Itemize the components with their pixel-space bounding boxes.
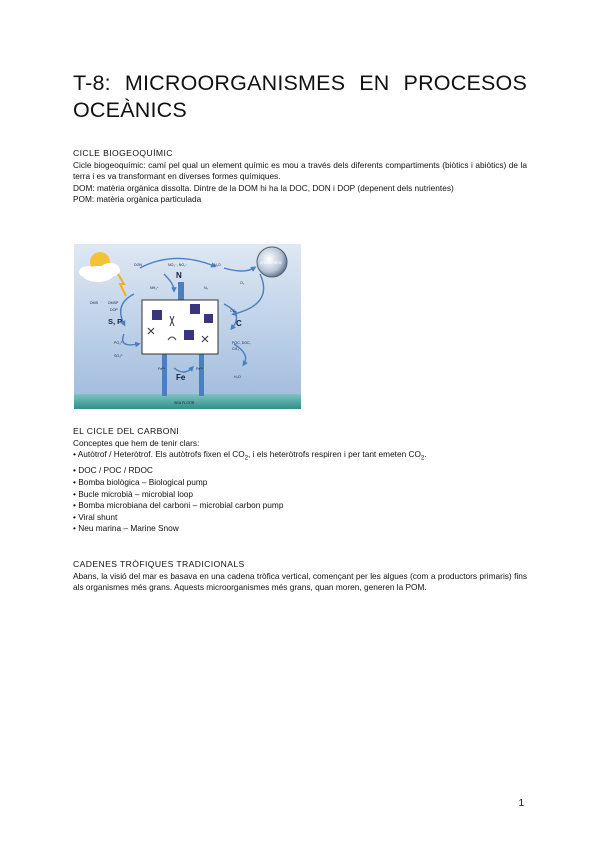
list-item: • Bomba biològica – Biological pump [73,477,208,488]
paragraph-pom: POM: matèria orgànica particulada [73,194,202,205]
paragraph-dom: DOM: matèria orgànica dissolta. Dintre de la DOM hi ha la DOC, DON i DOP (depenent dels nutrientes) [73,182,454,193]
concepts-intro: Conceptes que hem de tenir clars: [73,437,200,448]
paragraph-definition: Cicle biogeoquímic: camí pel qual un element químic es mou a través dels diferents compartiments (biòtics i abiòtics) de la terra i es va transformant en diverses formes químiques. [73,159,527,182]
section-heading: EL CICLE DEL CARBONI [73,426,180,436]
carbon-label: C [236,319,242,328]
section-heading: CICLE BIOGEOQUÍMIC [73,148,173,158]
iron-label: Fe [176,373,186,382]
h2o-label: H₂O [234,375,241,379]
list-item: • DOC / POC / RDOC [73,465,153,476]
n2-label: N₂ [204,286,208,290]
po4-label: PO₄³⁻ [114,341,124,345]
page-title: T-8: MICROORGANISMES EN PROCESOS OCEÀNICS [73,71,527,122]
n2o-label: N₂O [214,263,221,267]
concepts-list [73,449,527,535]
biogeochemical-cycle-figure [74,244,301,409]
no-label: NO₃⁻, NO₂⁻ [168,263,188,267]
seafloor-label: SEA FLOOR [174,401,195,405]
poc-label: POC, DOC, [232,341,251,345]
dmsp-label: DMSP [108,301,119,305]
don-label: DON [134,263,142,267]
page-number: 1 [518,798,524,809]
section-trophic-chains [73,559,527,594]
section-heading: CADENES TRÒFIQUES TRADICIONALS [73,559,245,569]
section-carbon-cycle [73,426,527,535]
list-item: • Bomba microbiana del carboni – microbial carbon pump [73,500,284,511]
paragraph-trophic: Abans, la visió del mar es basava en una cadena tròfica vertical, començant per les algues (com a productors primaris) fins als organismes més grans. Aquests microorganismes més grans, quan moren, generen la POM. [73,570,527,593]
nh-label: NH₄⁺ [150,286,159,290]
list-item: • Autòtrof / Heteròtrof. Els autòtrofs fixen el $CO_2$, i els heteròtrofs respiren i per tant emeten $CO_2$. [73,449,427,462]
sulfur-phosphorus-label: S, P [108,317,123,326]
ch4-label: CH₄ [232,347,239,351]
fe2-label: Fe²⁺ [158,367,166,371]
section-biogeochemical [73,148,527,206]
dms-label: DMS [90,301,98,305]
atmosphere-label: ATMOSPHERE [260,261,283,265]
nitrogen-label: N [176,271,182,280]
so4-label: SO₄²⁻ [114,354,124,358]
list-item: • Bucle microbià – microbial loop [73,488,194,499]
fe3-label: Fe³⁺ [196,367,204,371]
o2-label: O₂ [240,281,245,285]
co2-label: CO₂ [230,309,237,313]
dop-label: DOP [110,308,118,312]
list-item: • Viral shunt [73,511,118,522]
list-item: • Neu marina – Marine Snow [73,523,179,534]
